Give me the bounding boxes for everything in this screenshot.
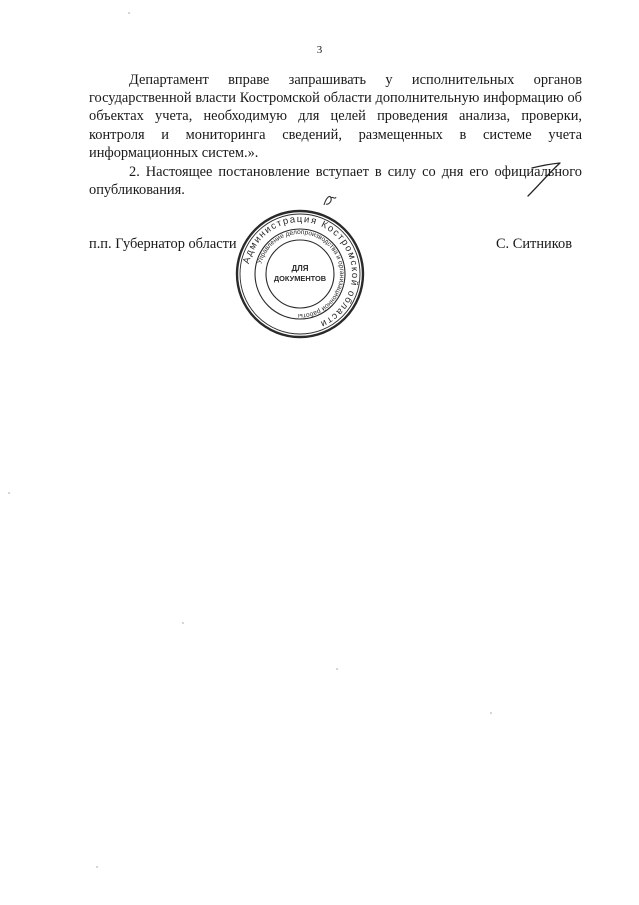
stamp-outer-text: Администрация Костромской области [241,213,361,330]
signatory-name: С. Ситников [495,236,572,252]
scan-artifact [182,622,184,624]
scan-artifact [8,492,10,494]
paragraph-1: Департамент вправе запрашивать у исполнительных органов государственной власти Костромской области дополнительную информацию об объектах учета, необходимую для целей проведения анализа, проверки, контроля и мониторинга сведений, размещенных в системе учета информационных систем.». [89,72,582,161]
scan-artifact [490,712,492,714]
scan-artifact [128,12,130,14]
stamp-center-line2: ДОКУМЕНТОВ [273,274,327,283]
signatory-position: п.п. Губернатор области [89,236,237,252]
scan-artifact [96,866,98,868]
signature-mark [520,160,570,200]
document-body [89,71,582,199]
stamp-center-line1: ДЛЯ [291,264,309,273]
page-number: 3 [316,44,323,56]
stamp-inner-text: Управление делопроизводства и организационной работы [256,228,346,320]
paragraph-2: 2. Настоящее постановление вступает в силу со дня его официального опубликования. [89,164,582,199]
scan-artifact [336,668,338,670]
official-stamp [234,208,366,340]
initial-mark [320,192,340,208]
